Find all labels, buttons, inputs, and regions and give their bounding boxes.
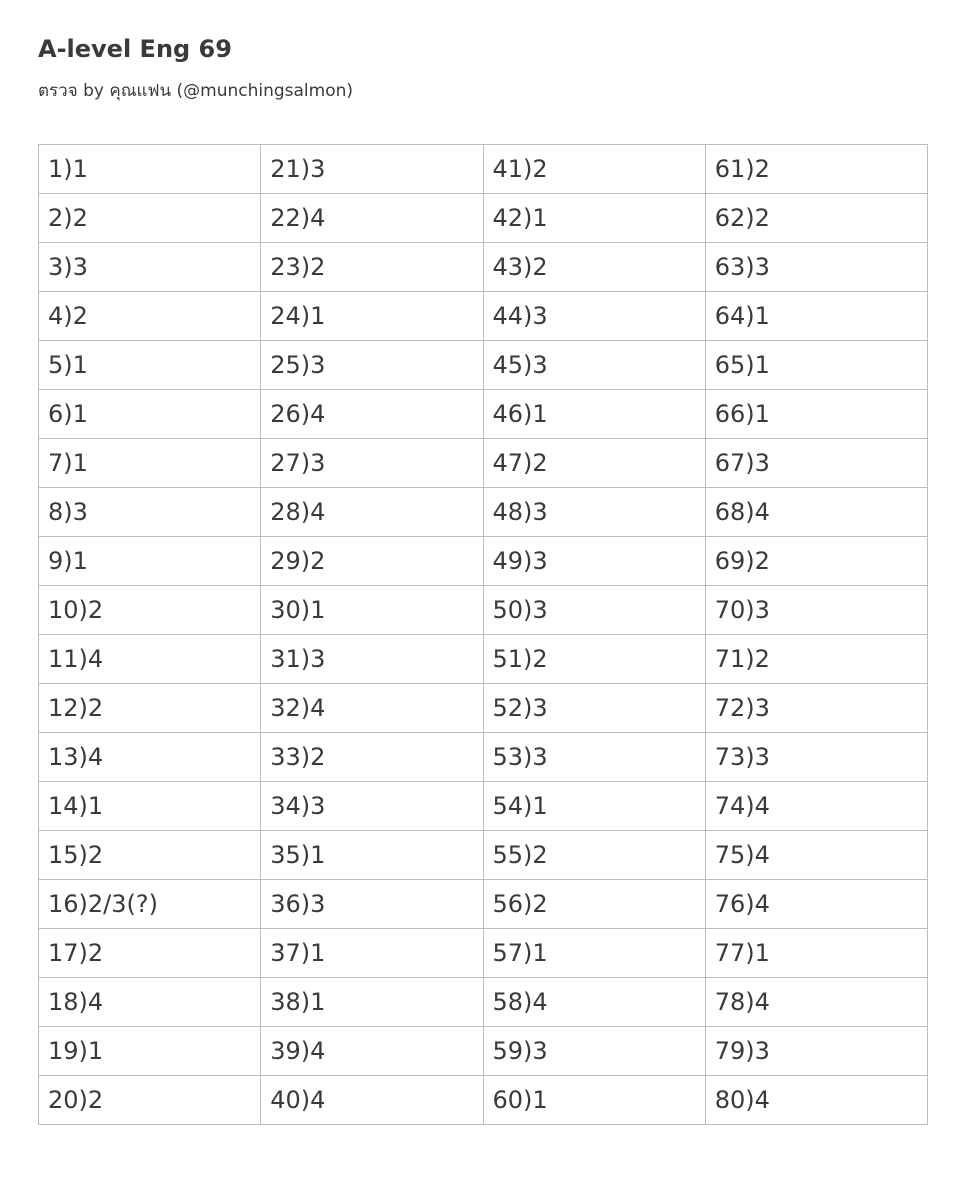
answer-cell: 69)2 xyxy=(705,537,927,586)
answer-cell: 53)3 xyxy=(483,733,705,782)
answer-cell: 18)4 xyxy=(39,978,261,1027)
answer-cell: 56)2 xyxy=(483,880,705,929)
answer-cell: 39)4 xyxy=(261,1027,483,1076)
answer-cell: 21)3 xyxy=(261,145,483,194)
answer-cell: 76)4 xyxy=(705,880,927,929)
answer-cell: 20)2 xyxy=(39,1076,261,1125)
table-row xyxy=(39,782,928,831)
answer-cell: 71)2 xyxy=(705,635,927,684)
answer-cell: 22)4 xyxy=(261,194,483,243)
table-row xyxy=(39,684,928,733)
answer-key-table xyxy=(38,144,928,1125)
answer-cell: 28)4 xyxy=(261,488,483,537)
answer-cell: 65)1 xyxy=(705,341,927,390)
answer-cell: 43)2 xyxy=(483,243,705,292)
answer-cell: 24)1 xyxy=(261,292,483,341)
answer-cell: 6)1 xyxy=(39,390,261,439)
answer-cell: 64)1 xyxy=(705,292,927,341)
answer-cell: 58)4 xyxy=(483,978,705,1027)
answer-cell: 19)1 xyxy=(39,1027,261,1076)
table-row xyxy=(39,341,928,390)
table-row xyxy=(39,537,928,586)
table-row xyxy=(39,292,928,341)
table-row xyxy=(39,929,928,978)
table-row xyxy=(39,880,928,929)
table-row xyxy=(39,978,928,1027)
answer-cell: 66)1 xyxy=(705,390,927,439)
answer-cell: 67)3 xyxy=(705,439,927,488)
answer-cell: 79)3 xyxy=(705,1027,927,1076)
answer-cell: 11)4 xyxy=(39,635,261,684)
table-row xyxy=(39,586,928,635)
answer-cell: 78)4 xyxy=(705,978,927,1027)
answer-cell: 47)2 xyxy=(483,439,705,488)
answer-cell: 33)2 xyxy=(261,733,483,782)
answer-cell: 27)3 xyxy=(261,439,483,488)
answer-cell: 15)2 xyxy=(39,831,261,880)
answer-cell: 36)3 xyxy=(261,880,483,929)
answer-cell: 25)3 xyxy=(261,341,483,390)
table-row xyxy=(39,1076,928,1125)
answer-cell: 42)1 xyxy=(483,194,705,243)
answer-cell: 55)2 xyxy=(483,831,705,880)
answer-cell: 4)2 xyxy=(39,292,261,341)
table-row xyxy=(39,488,928,537)
answer-cell: 54)1 xyxy=(483,782,705,831)
answer-cell: 14)1 xyxy=(39,782,261,831)
answer-cell: 30)1 xyxy=(261,586,483,635)
answer-cell: 10)2 xyxy=(39,586,261,635)
answer-cell: 16)2/3(?) xyxy=(39,880,261,929)
answer-cell: 12)2 xyxy=(39,684,261,733)
table-row xyxy=(39,831,928,880)
answer-cell: 40)4 xyxy=(261,1076,483,1125)
table-row xyxy=(39,439,928,488)
table-row xyxy=(39,243,928,292)
answer-cell: 70)3 xyxy=(705,586,927,635)
answer-cell: 50)3 xyxy=(483,586,705,635)
answer-cell: 45)3 xyxy=(483,341,705,390)
page-title: A-level Eng 69 xyxy=(38,35,232,63)
answer-cell: 35)1 xyxy=(261,831,483,880)
answer-cell: 72)3 xyxy=(705,684,927,733)
answer-cell: 2)2 xyxy=(39,194,261,243)
answer-cell: 59)3 xyxy=(483,1027,705,1076)
answer-cell: 31)3 xyxy=(261,635,483,684)
answer-cell: 34)3 xyxy=(261,782,483,831)
answer-cell: 77)1 xyxy=(705,929,927,978)
table-row xyxy=(39,1027,928,1076)
answer-cell: 5)1 xyxy=(39,341,261,390)
table-row xyxy=(39,145,928,194)
answer-cell: 38)1 xyxy=(261,978,483,1027)
table-row xyxy=(39,390,928,439)
answer-cell: 41)2 xyxy=(483,145,705,194)
answer-cell: 80)4 xyxy=(705,1076,927,1125)
answer-cell: 62)2 xyxy=(705,194,927,243)
answer-cell: 52)3 xyxy=(483,684,705,733)
answer-cell: 29)2 xyxy=(261,537,483,586)
answer-cell: 75)4 xyxy=(705,831,927,880)
answer-cell: 61)2 xyxy=(705,145,927,194)
answer-table-body xyxy=(39,145,928,1125)
answer-cell: 49)3 xyxy=(483,537,705,586)
page-subtitle: ตรวจ by คุณแฟน (@munchingsalmon) xyxy=(38,81,354,101)
answer-cell: 57)1 xyxy=(483,929,705,978)
answer-cell: 51)2 xyxy=(483,635,705,684)
answer-cell: 68)4 xyxy=(705,488,927,537)
answer-cell: 3)3 xyxy=(39,243,261,292)
answer-cell: 37)1 xyxy=(261,929,483,978)
answer-cell: 8)3 xyxy=(39,488,261,537)
answer-cell: 23)2 xyxy=(261,243,483,292)
answer-cell: 60)1 xyxy=(483,1076,705,1125)
answer-cell: 46)1 xyxy=(483,390,705,439)
answer-cell: 1)1 xyxy=(39,145,261,194)
table-row xyxy=(39,194,928,243)
table-row xyxy=(39,733,928,782)
answer-cell: 26)4 xyxy=(261,390,483,439)
answer-cell: 9)1 xyxy=(39,537,261,586)
answer-cell: 63)3 xyxy=(705,243,927,292)
answer-cell: 32)4 xyxy=(261,684,483,733)
answer-cell: 74)4 xyxy=(705,782,927,831)
table-row xyxy=(39,635,928,684)
answer-cell: 73)3 xyxy=(705,733,927,782)
answer-cell: 13)4 xyxy=(39,733,261,782)
answer-cell: 44)3 xyxy=(483,292,705,341)
answer-cell: 17)2 xyxy=(39,929,261,978)
answer-cell: 48)3 xyxy=(483,488,705,537)
answer-cell: 7)1 xyxy=(39,439,261,488)
